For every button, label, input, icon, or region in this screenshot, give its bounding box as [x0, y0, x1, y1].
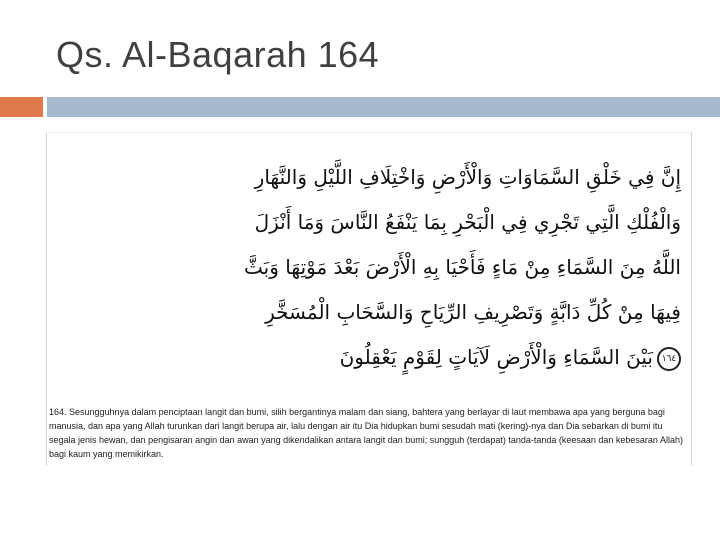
- arabic-verse: [244, 155, 681, 380]
- title-accent-bar: [0, 97, 43, 117]
- arabic-line-2: وَالْفُلْكِ الَّتِي تَجْرِي فِي الْبَحْرِ بِمَا يَنْفَعُ النَّاسَ وَمَا أَنْزَلَ: [254, 210, 681, 234]
- slide-title: Qs. Al-Baqarah 164: [56, 34, 380, 75]
- arabic-line-4: فِيهَا مِنْ كُلِّ دَابَّةٍ وَتَصْرِيفِ الرِّيَاحِ وَالسَّحَابِ الْمُسَخَّرِ: [265, 300, 681, 324]
- verse-image-frame: [46, 132, 692, 466]
- arabic-line-5-text: بَيْنَ السَّمَاءِ وَالْأَرْضِ لَآيَاتٍ لِقَوْمٍ يَعْقِلُونَ: [339, 345, 653, 369]
- title-divider-bar: [47, 97, 720, 117]
- arabic-line-5: [339, 335, 681, 380]
- arabic-line-3: اللَّهُ مِنَ السَّمَاءِ مِنْ مَاءٍ فَأَحْيَا بِهِ الْأَرْضَ بَعْدَ مَوْتِهَا وَبَثَّ: [244, 255, 681, 279]
- ayah-number-marker: ١٦٤: [657, 347, 681, 371]
- verse-translation: 164. Sesungguhnya dalam penciptaan langit dan bumi, silih bergantinya malam dan siang, bahtera yang berlayar di laut membawa apa yang berguna bagi manusia, dan apa yang Allah turunkan dari langit berupa air, lalu dengan air itu Dia hidupkan bumi sesudah mati (kering)-nya dan Dia sebarkan di bumi itu segala jenis hewan, dan pengisaran angin dan awan yang dikendalikan antara langit dan bumi; sungguh (terdapat) tanda-tanda (keesaan dan kebesaran Allah) bagi kaum yang memikirkan.: [49, 407, 683, 459]
- arabic-line-1: إِنَّ فِي خَلْقِ السَّمَاوَاتِ وَالْأَرْضِ وَاخْتِلَافِ اللَّيْلِ وَالنَّهَارِ: [254, 165, 681, 189]
